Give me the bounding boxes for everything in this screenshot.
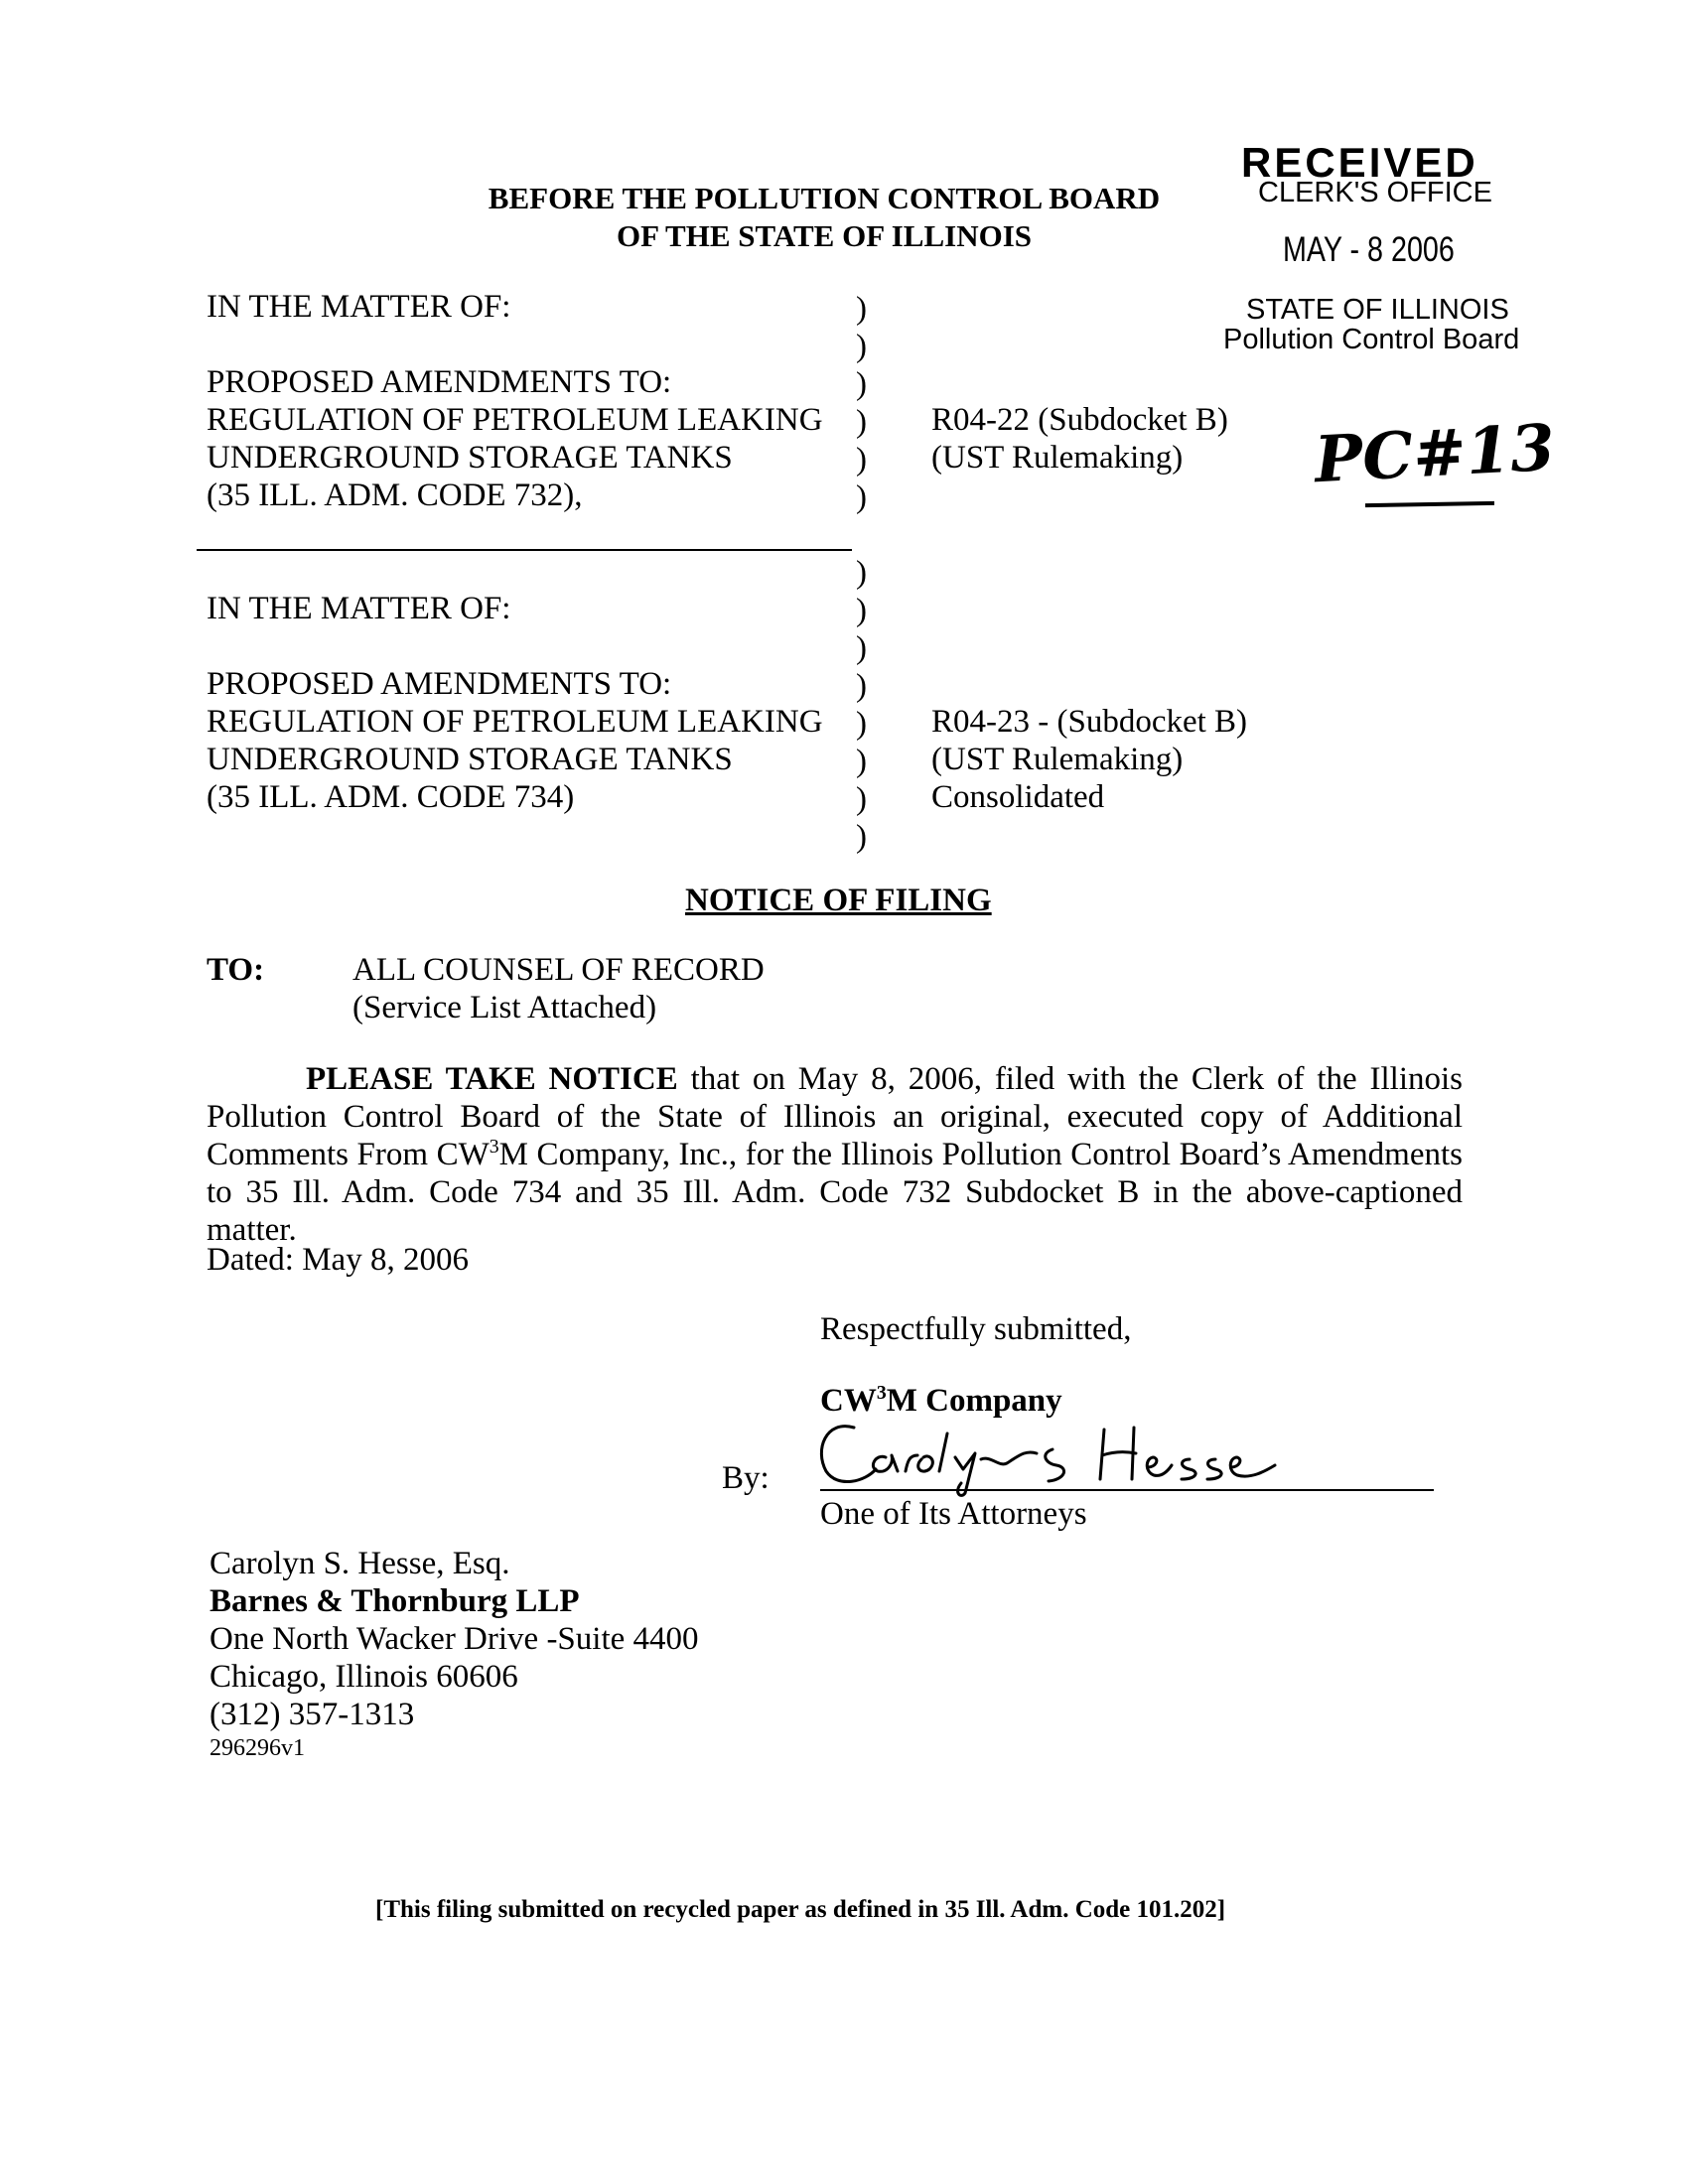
caption-paren: )	[856, 366, 867, 402]
caption1-line: UNDERGROUND STORAGE TANKS	[207, 440, 733, 476]
notice-body	[207, 1060, 1463, 1249]
caption-paren: )	[856, 744, 867, 779]
caption1-docket: R04-22 (Subdocket B)	[931, 402, 1228, 438]
address-line1: One North Wacker Drive -Suite 4400	[210, 1621, 699, 1657]
caption-divider	[197, 549, 852, 551]
caption2-line: REGULATION OF PETROLEUM LEAKING	[207, 704, 823, 740]
caption-paren: )	[856, 479, 867, 515]
caption-paren: )	[856, 706, 867, 742]
stamp-state: STATE OF ILLINOIS	[1246, 294, 1509, 326]
dated-line: Dated: May 8, 2006	[207, 1242, 469, 1278]
notice-text-part1: that on May 8, 2006, filed with the Clerk of the Illinois Pollution Control Board of the State of Illinois an original, executed copy of Additional Comments From CW	[207, 1061, 1463, 1172]
to-line1: ALL COUNSEL OF RECORD	[352, 952, 765, 988]
caption2-matter: IN THE MATTER OF:	[207, 591, 511, 626]
stamp-date: MAY - 8 2006	[1283, 230, 1455, 269]
closing: Respectfully submitted,	[820, 1311, 1132, 1347]
notice-lead: PLEASE TAKE NOTICE	[306, 1061, 678, 1097]
caption2-docket: R04-23 - (Subdocket B)	[931, 704, 1248, 740]
caption-paren: )	[856, 819, 867, 855]
court-title-line1: BEFORE THE POLLUTION CONTROL BOARD	[488, 181, 1161, 215]
caption-paren: )	[856, 593, 867, 628]
caption-paren: )	[856, 668, 867, 704]
received-stamp: RECEIVED	[1241, 139, 1478, 186]
handwritten-signature	[806, 1410, 1362, 1499]
company-name-a: CW	[820, 1383, 877, 1419]
caption1-matter: IN THE MATTER OF:	[207, 289, 511, 325]
pc-number-handwritten: PC#13	[1313, 410, 1557, 498]
phone-number: (312) 357-1313	[210, 1697, 415, 1732]
notice-text-part2: M Company, Inc., for the Illinois Pollution Control Board’s Amendments to 35 Ill. Adm. Code 734 and 35 Ill. Adm. Code 732 Subdocket B in the above-captioned matter.	[207, 1137, 1463, 1248]
pc-underline	[1365, 501, 1494, 507]
caption2-line: UNDERGROUND STORAGE TANKS	[207, 742, 733, 777]
company-superscript: 3	[876, 1382, 887, 1404]
by-label: By:	[722, 1460, 770, 1496]
caption-paren: )	[856, 781, 867, 817]
to-label: TO:	[207, 952, 265, 988]
law-firm: Barnes & Thornburg LLP	[210, 1583, 580, 1619]
recycled-paper-notice: [This filing submitted on recycled paper as defined in 35 Ill. Adm. Code 101.202]	[375, 1896, 1226, 1923]
company-name-b: M Company	[886, 1383, 1062, 1419]
caption2-status: Consolidated	[931, 779, 1105, 815]
caption2-line: PROPOSED AMENDMENTS TO:	[207, 666, 672, 702]
stamp-office: CLERK'S OFFICE	[1258, 177, 1492, 208]
notice-title: NOTICE OF FILING	[685, 883, 992, 918]
attorney-title: One of Its Attorneys	[820, 1496, 1087, 1532]
caption1-type: (UST Rulemaking)	[931, 440, 1184, 476]
superscript-3: 3	[489, 1136, 499, 1158]
court-title-line2: OF THE STATE OF ILLINOIS	[616, 218, 1033, 253]
caption-paren: )	[856, 555, 867, 591]
caption-paren: )	[856, 291, 867, 327]
stamp-board: Pollution Control Board	[1223, 324, 1520, 355]
signature-line	[820, 1489, 1434, 1491]
caption1-line: (35 ILL. ADM. CODE 732),	[207, 478, 583, 513]
caption1-line: REGULATION OF PETROLEUM LEAKING	[207, 402, 823, 438]
caption-paren: )	[856, 404, 867, 440]
address-line2: Chicago, Illinois 60606	[210, 1659, 518, 1695]
to-line2: (Service List Attached)	[352, 990, 657, 1025]
attorney-name: Carolyn S. Hesse, Esq.	[210, 1546, 510, 1581]
caption2-line: (35 ILL. ADM. CODE 734)	[207, 779, 575, 815]
caption-paren: )	[856, 329, 867, 364]
caption1-line: PROPOSED AMENDMENTS TO:	[207, 364, 672, 400]
caption-paren: )	[856, 442, 867, 478]
document-id: 296296v1	[210, 1735, 305, 1761]
caption2-type: (UST Rulemaking)	[931, 742, 1184, 777]
caption-paren: )	[856, 630, 867, 666]
